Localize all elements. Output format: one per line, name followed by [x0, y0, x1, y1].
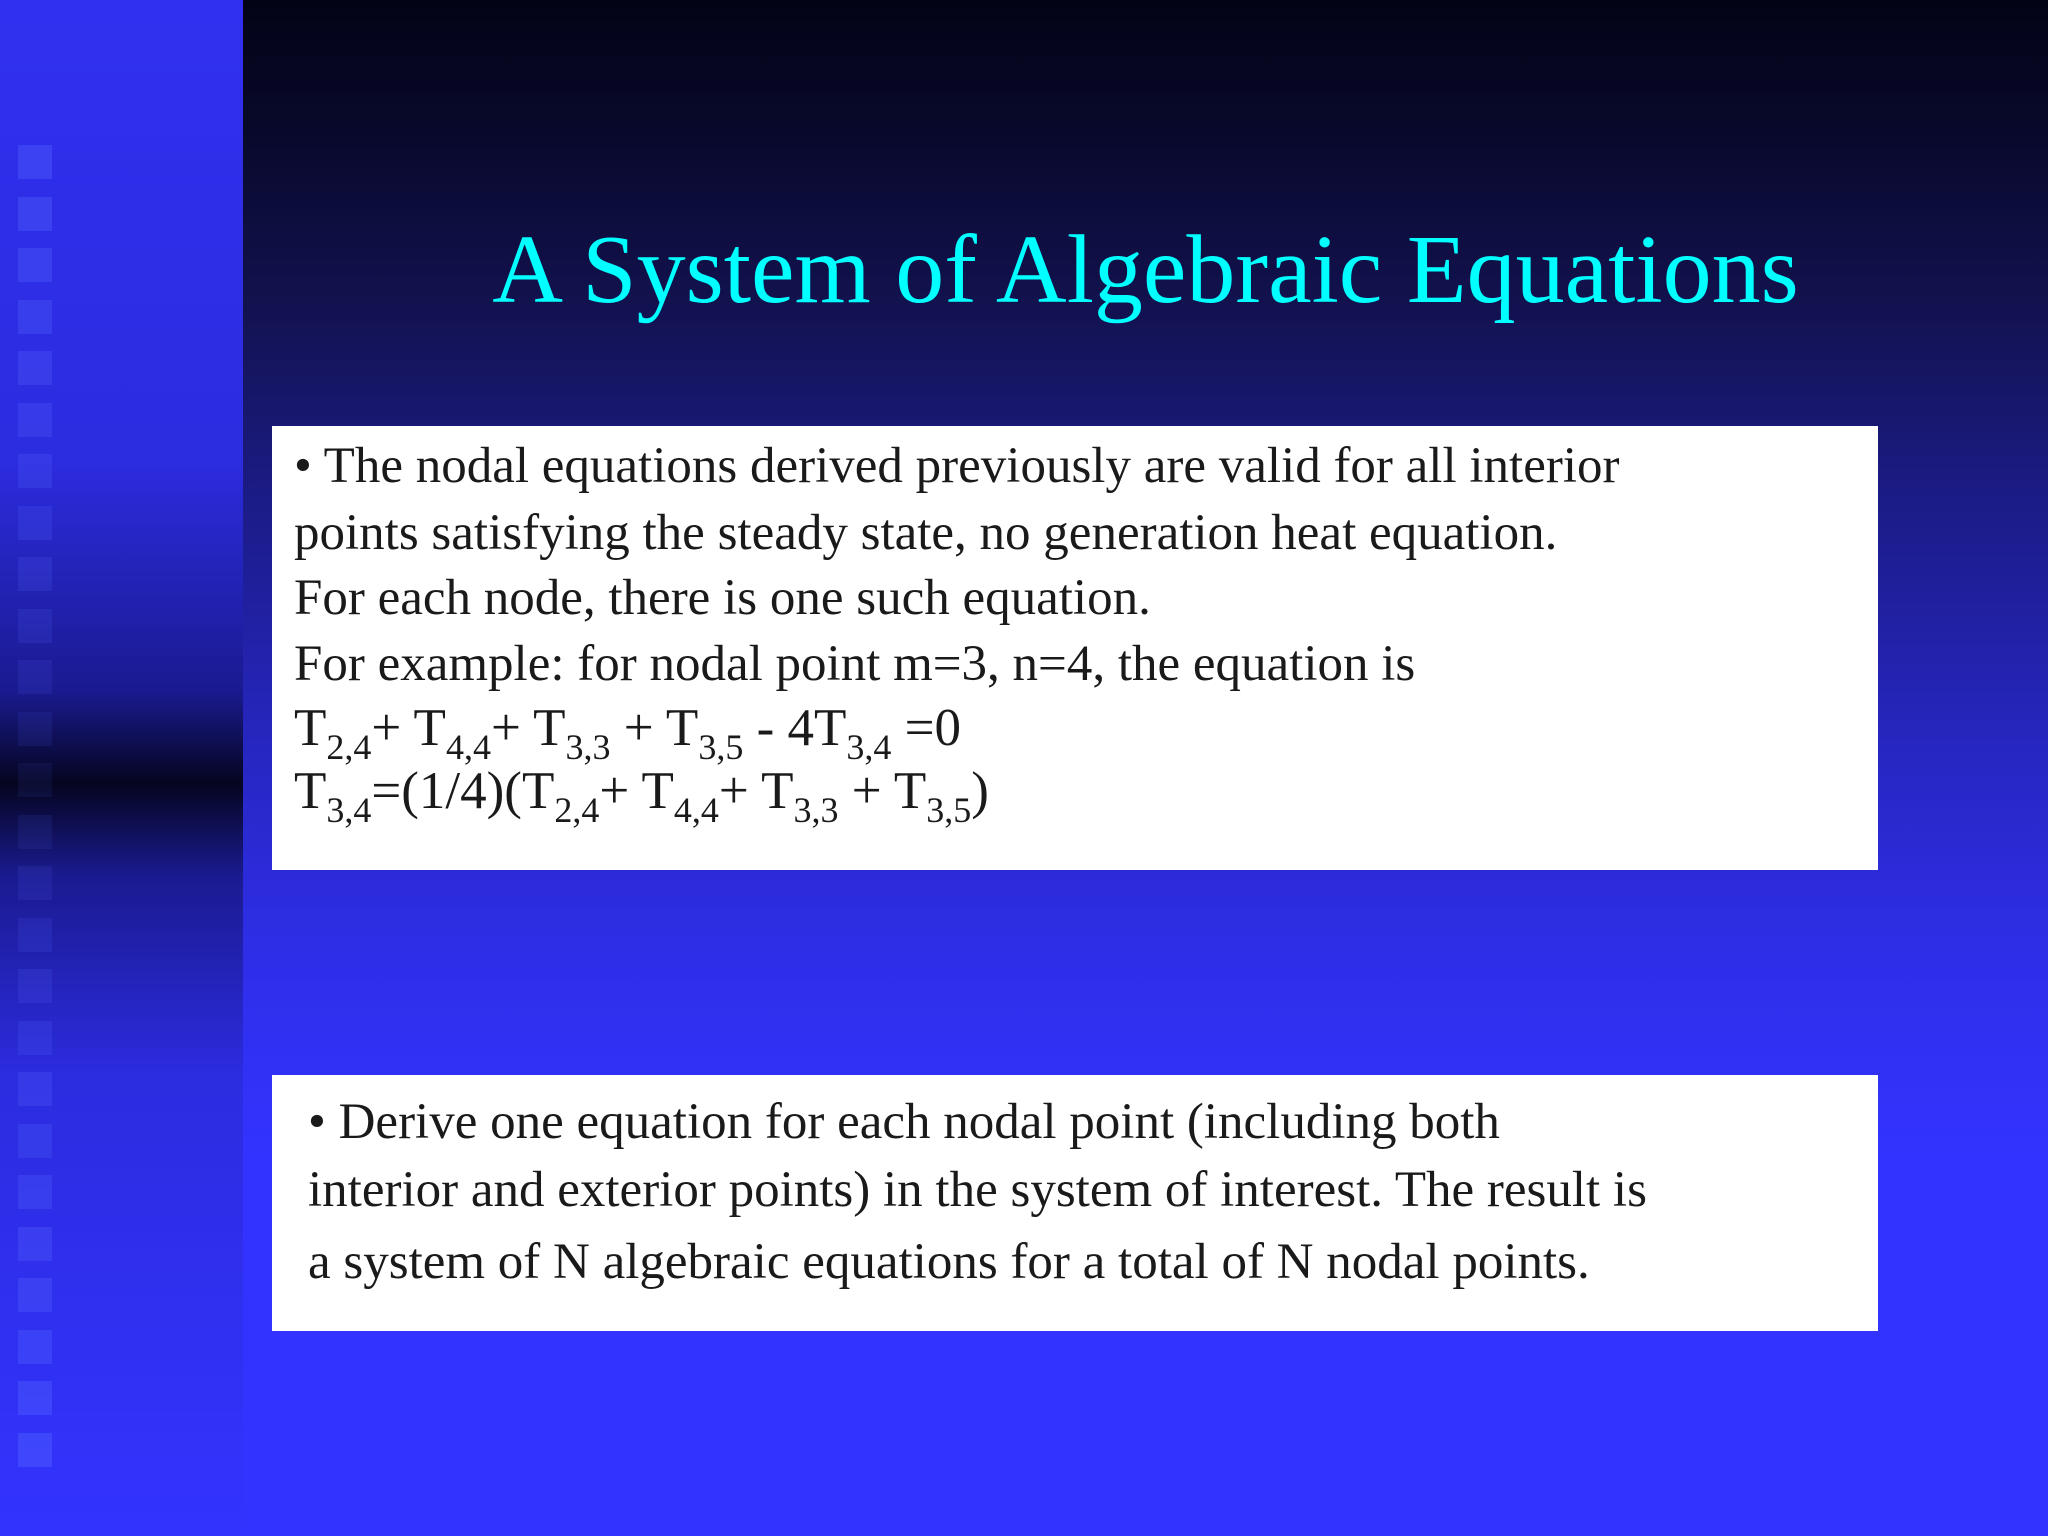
eq1-term-2: + T: [371, 699, 446, 757]
eq1-subscript-2: 4,4: [445, 727, 491, 767]
eq1-subscript-5: 3,4: [846, 727, 892, 767]
eq2-subscript-4: 3,3: [793, 790, 839, 830]
eq1-subscript-1: 2,4: [326, 727, 372, 767]
decorative-square: [18, 506, 52, 540]
decorative-square: [18, 351, 52, 385]
eq2-subscript-5: 3,5: [926, 790, 972, 830]
content-box-nodal-equations: [272, 426, 1878, 870]
decorative-square: [18, 1381, 52, 1415]
decorative-square: [18, 815, 52, 849]
decorative-square: [18, 557, 52, 591]
eq2-subscript-3: 4,4: [673, 790, 719, 830]
decorative-square: [18, 197, 52, 231]
eq2-term-1: T: [294, 762, 327, 820]
decorative-square: [18, 1227, 52, 1261]
equation-balance: [294, 698, 961, 767]
decorative-square: [18, 454, 52, 488]
box1-line-4: For example: for nodal point m=3, n=4, the equation is: [294, 636, 1416, 692]
box1-line-3: For each node, there is one such equation.: [294, 570, 1151, 626]
eq1-term-1: T: [294, 699, 327, 757]
decorative-square: [18, 145, 52, 179]
decorative-square: [18, 609, 52, 643]
decorative-square: [18, 660, 52, 694]
decorative-square: [18, 300, 52, 334]
decorative-square: [18, 1072, 52, 1106]
decorative-square: [18, 1124, 52, 1158]
left-sidebar-band: [0, 0, 243, 1536]
eq1-subscript-3: 3,3: [565, 727, 611, 767]
decorative-square: [18, 1021, 52, 1055]
equation-solved: [294, 761, 989, 830]
decorative-square: [18, 918, 52, 952]
decorative-square: [18, 1433, 52, 1467]
eq2-term-2: =(1/4)(T: [371, 762, 555, 820]
content-box-system-summary: [272, 1075, 1878, 1331]
decorative-square: [18, 1278, 52, 1312]
eq2-subscript-2: 2,4: [554, 790, 600, 830]
eq2-term-4: + T: [718, 762, 794, 820]
decorative-square: [18, 712, 52, 746]
eq2-term-3: + T: [599, 762, 674, 820]
slide-title: A System of Algebraic Equations: [492, 216, 1799, 324]
eq1-term-6: =0: [891, 699, 961, 757]
eq2-term-5: + T: [838, 762, 927, 820]
decorative-square: [18, 248, 52, 282]
eq2-subscript-1: 3,4: [326, 790, 372, 830]
box1-line-1: • The nodal equations derived previously are valid for all interior: [294, 438, 1620, 494]
box2-line-1: • Derive one equation for each nodal point (including both: [308, 1094, 1500, 1150]
decorative-square: [18, 866, 52, 900]
decorative-square-column: [0, 0, 60, 1536]
box1-line-2: points satisfying the steady state, no generation heat equation.: [294, 505, 1558, 561]
eq1-term-3: + T: [490, 699, 566, 757]
eq1-subscript-4: 3,5: [698, 727, 744, 767]
box2-line-3: a system of N algebraic equations for a total of N nodal points.: [308, 1234, 1590, 1290]
decorative-square: [18, 1330, 52, 1364]
decorative-square: [18, 969, 52, 1003]
box2-line-2: interior and exterior points) in the system of interest. The result is: [308, 1162, 1647, 1218]
decorative-square: [18, 763, 52, 797]
decorative-square: [18, 403, 52, 437]
eq1-term-5: - 4T: [743, 699, 847, 757]
eq2-term-6: ): [971, 762, 989, 820]
decorative-square: [18, 1175, 52, 1209]
eq1-term-4: + T: [610, 699, 699, 757]
